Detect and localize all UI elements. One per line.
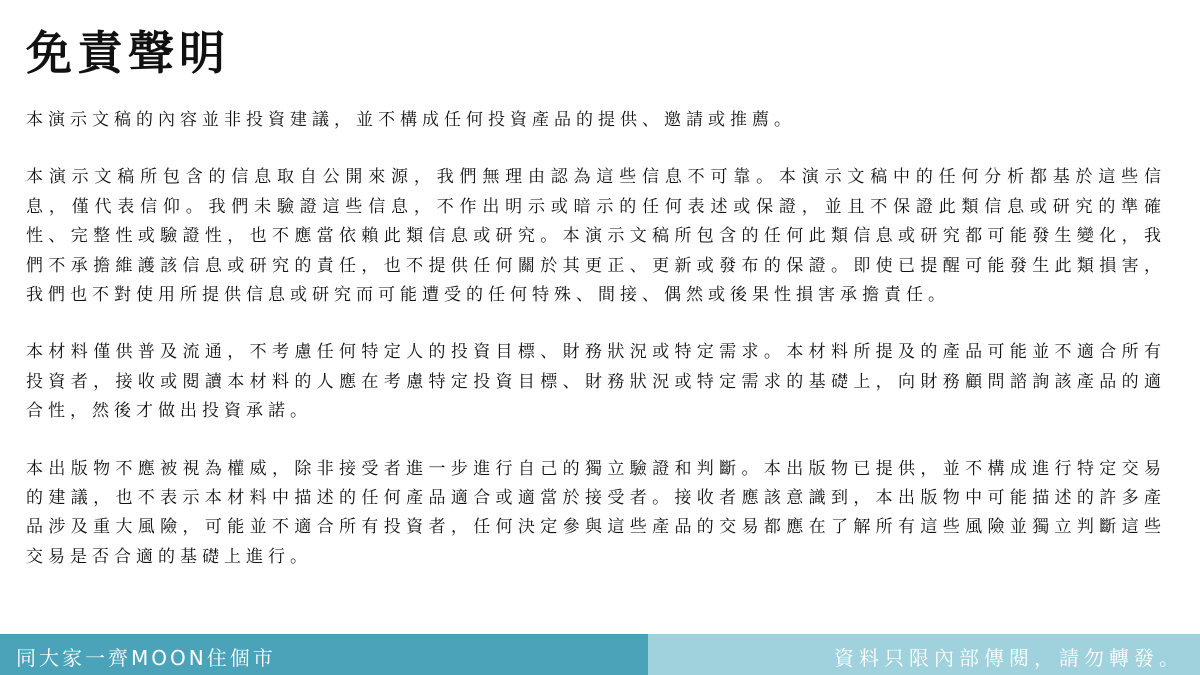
footer-right-band — [648, 634, 1200, 675]
disclaimer-body — [26, 106, 1166, 600]
disclaimer-paragraph-3: 本材料僅供普及流通，不考慮任何特定人的投資目標、財務狀況或特定需求。本材料所提及的產品可能並不適合所有投資者，接收或閱讀本材料的人應在考慮特定投資目標、財務狀況或特定需求的基礎上，向財務顧問諮詢該產品的適合性，然後才做出投資承諾。 — [26, 342, 1166, 422]
disclaimer-paragraph-1: 本演示文稿的內容並非投資建議，並不構成任何投資產品的提供、邀請或推薦。 — [26, 110, 796, 130]
footer-slogan: 同大家一齊MOON住個市 — [16, 646, 276, 670]
disclaimer-paragraph-4: 本出版物不應被視為權威，除非接受者進一步進行自己的獨立驗證和判斷。本出版物已提供，並不構成進行特定交易的建議，也不表示本材料中描述的任何產品適合或適當於接受者。接收者應該意識到，本出版物中可能描述的許多產品涉及重大風險，可能並不適合所有投資者，任何決定參與這些產品的交易都應在了解所有這些風險並獨立判斷這些交易是否合適的基礎上進行。 — [26, 458, 1166, 567]
disclaimer-paragraph-2: 本演示文稿所包含的信息取自公開來源，我們無理由認為這些信息不可靠。本演示文稿中的任何分析都基於這些信息，僅代表信仰。我們未驗證這些信息，不作出明示或暗示的任何表述或保證，並且不保證此類信息或研究的準確性、完整性或驗證性，也不應當依賴此類信息或研究。本演示文稿所包含的任何此類信息或研究都可能發生變化，我們不承擔維護該信息或研究的責任，也不提供任何關於其更正、更新或發布的保證。即使已提醒可能發生此類損害，我們也不對使用所提供信息或研究而可能遭受的任何特殊、間接、偶然或後果性損害承擔責任。 — [26, 167, 1166, 306]
footer-bar — [0, 634, 1200, 675]
page-title: 免責聲明 — [26, 26, 230, 80]
footer-notice: 資料只限內部傳閱，請勿轉發。 — [834, 646, 1184, 670]
footer-left-band — [0, 634, 648, 675]
